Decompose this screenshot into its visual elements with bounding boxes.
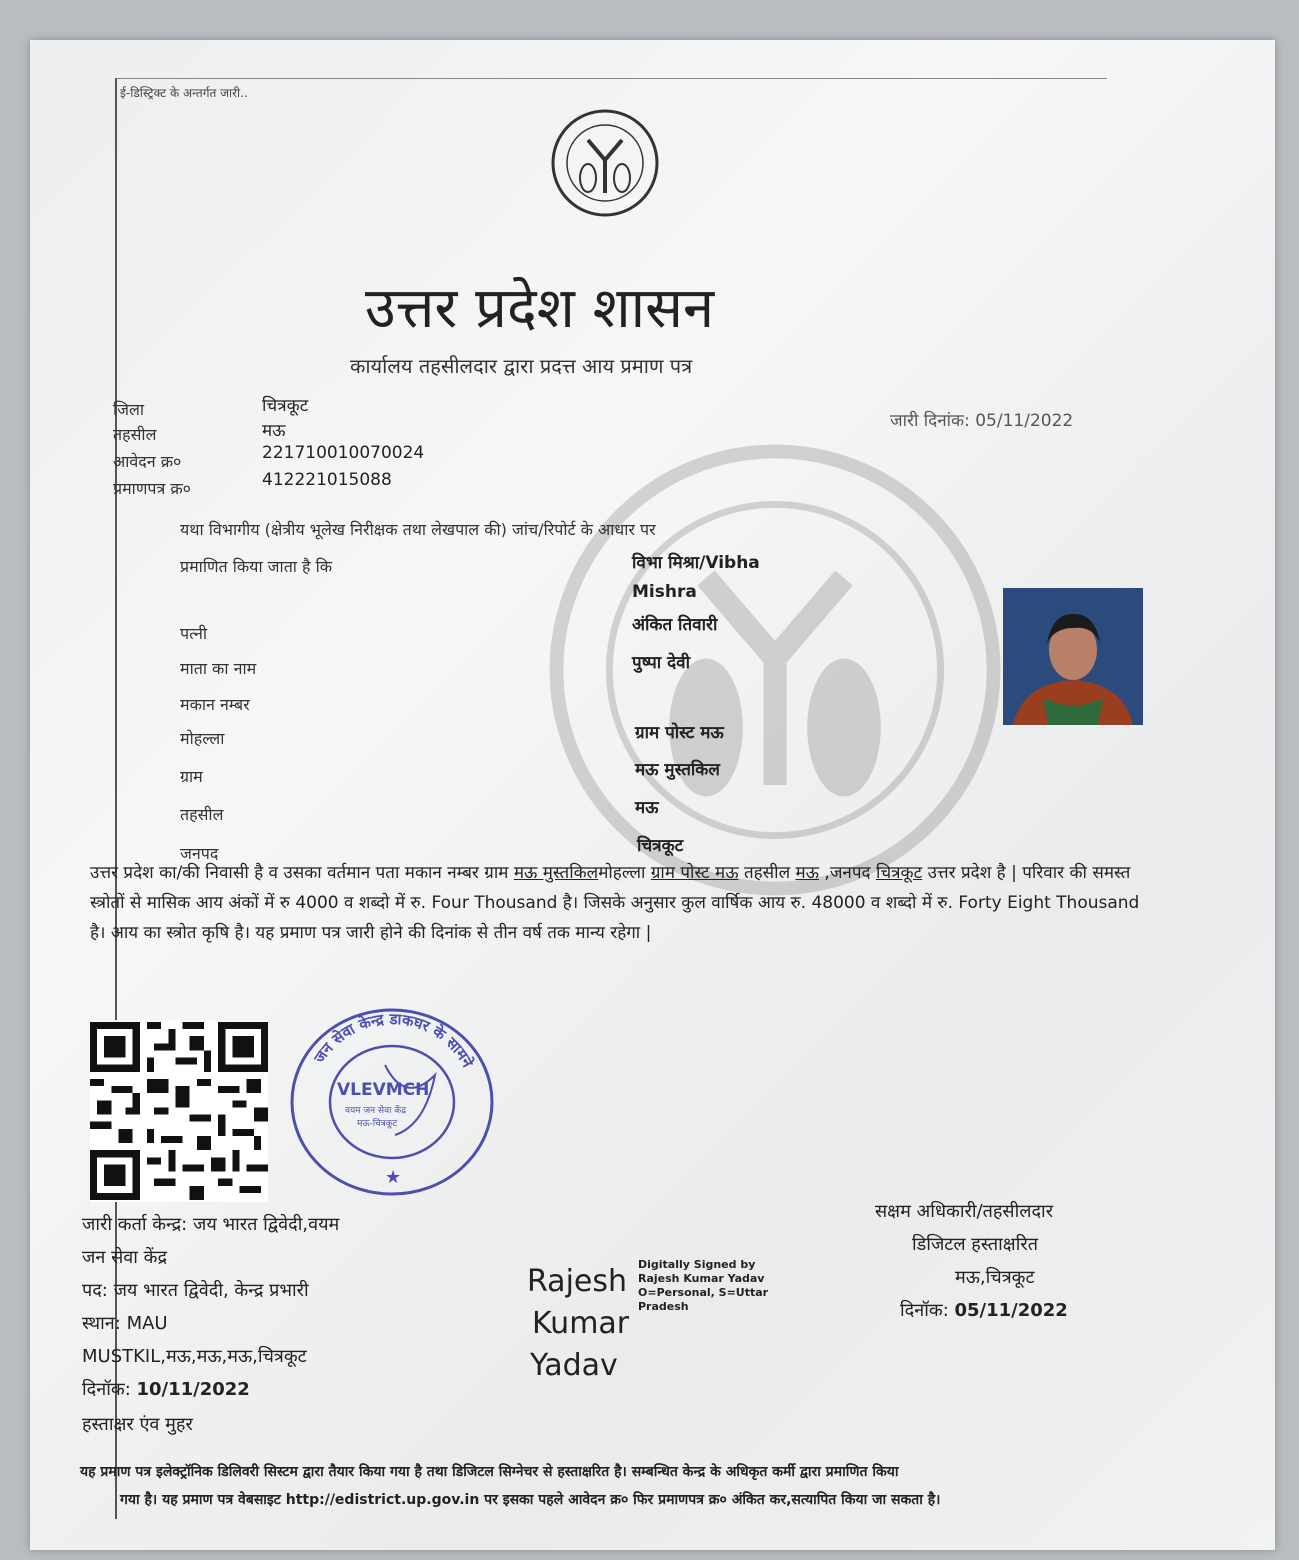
tehsil-2-value: मऊ [635, 798, 659, 818]
stamp-center-text: VLEVMCH [337, 1080, 430, 1100]
issuer-line-4: स्थान: MAU [82, 1313, 168, 1334]
certificate-number: 412221015088 [262, 470, 392, 490]
statement-tehsil: मऊ [795, 863, 820, 883]
issuer-date [82, 1373, 250, 1406]
stamp-ring-text: जन सेवा केन्द्र डाकघर के सामने [310, 1009, 477, 1071]
watermark-emblem-icon [545, 440, 1005, 900]
digital-signature-line-3: O=Personal, S=Uttar [638, 1286, 769, 1299]
document-subtitle: कार्यालय तहसीलदार द्वारा प्रदत्त आय प्रमाण पत्र [350, 354, 693, 378]
house-number-label: मकान नम्बर [180, 695, 250, 714]
digital-signature-block [638, 1258, 768, 1314]
qr-code-icon [90, 1020, 268, 1202]
income-statement [90, 858, 1160, 948]
issuer-line-5: MUSTKIL,मऊ,मऊ,मऊ,चित्रकूट [82, 1346, 307, 1367]
issuer-line-1: जारी कर्ता केन्द्र: जय भारत द्विवेदी,वयम [82, 1214, 340, 1235]
intro-line-2: प्रमाणित किया जाता है कि [180, 557, 333, 576]
tehsil-value: मऊ [262, 421, 286, 441]
footer-note [80, 1458, 1230, 1514]
mother-name-value: पुष्पा देवी [632, 653, 690, 673]
janpad-label: जनपद [180, 844, 219, 863]
issue-date: जारी दिनांक: 05/11/2022 [890, 411, 1074, 431]
village-label: ग्राम [180, 767, 203, 786]
mohalla-label: मोहल्ला [180, 729, 225, 748]
svg-text:★: ★ [385, 1167, 402, 1188]
statement-part-5: उत्तर प्रदेश है | परिवार की समस्त स्त्रोतों से मासिक आय अंकों में रु 4000 व शब्दो में रु. Four Thousand है। जिसके अनुसार कुल वार्षिक आय रु. 48000 व शब्दो में रु. Forty Eight Thousand है। आय का स्त्रोत कृषि है। यह प्रमाण पत्र जारी होने की दिनांक से तीन वर्ष तक मान्य रहेगा | [90, 863, 1140, 943]
janpad-value: चित्रकूट [637, 836, 684, 856]
wife-of-value: अंकित तिवारी [632, 615, 718, 635]
district-label: जिला [113, 400, 145, 419]
signature-name-1: Rajesh [527, 1264, 628, 1299]
official-stamp [285, 1005, 500, 1200]
statement-part-3: तहसील [738, 863, 796, 883]
certificate-label: प्रमाणपत्र क्र० [113, 479, 191, 498]
statement-part-1: उत्तर प्रदेश का/की निवासी है व उसका वर्तमान पता मकान नम्बर ग्राम [90, 863, 514, 883]
issuer-line-3: पद: जय भारत द्विवेदी, केन्द्र प्रभारी [82, 1280, 309, 1301]
document-title: उत्तर प्रदेश शासन [365, 276, 715, 341]
issuer-date-label: दिनॉक: [82, 1379, 137, 1400]
footer-line-2: गया है। यह प्रमाण पत्र वेबसाइट http://edistrict.up.gov.in पर इसका पहले आवेदन क्र० फिर प्रमाणपत्र क्र० अंकित कर,सत्यापित किया जा सकता है। [120, 1492, 941, 1508]
holder-name-line-2: Mishra [632, 582, 697, 602]
stamp-inner-line-1: वयम जन सेवा केंद्र [345, 1106, 406, 1116]
issued-under-text: ई-डिस्ट्रिक्ट के अन्तर्गत जारी.. [120, 86, 248, 100]
statement-janpad: चित्रकूट [875, 863, 923, 883]
issuer-line-2: जन सेवा केंद्र [82, 1247, 168, 1268]
svg-text:जन सेवा केन्द्र डाकघर के सामने [310, 1010, 477, 1071]
application-label: आवेदन क्र० [113, 452, 182, 471]
footer-line-1: यह प्रमाण पत्र इलेक्ट्रॉनिक डिलिवरी सिस्टम द्वारा तैयार किया गया है तथा डिजिटल सिग्नेचर से हस्ताक्षरित है। सम्बन्धित केन्द्र के अधिकृत कर्मी द्वारा प्रमाणित किया [80, 1464, 899, 1480]
up-government-emblem-icon [530, 108, 680, 218]
tehsil-label: तहसील [113, 425, 157, 444]
village-value: मऊ मुस्तकिल [635, 760, 720, 780]
statement-part-4: ,जनपद [819, 863, 876, 883]
authority-date-value: 05/11/2022 [954, 1300, 1068, 1321]
stamp-seal-icon [285, 1005, 500, 1200]
authority-date [900, 1294, 1068, 1327]
statement-part-2: मोहल्ला [598, 863, 651, 883]
tehsil-2-label: तहसील [180, 805, 224, 824]
authority-date-label: दिनॉक: [900, 1300, 955, 1321]
person-portrait-icon [1003, 588, 1143, 725]
authority-line-1: सक्षम अधिकारी/तहसीलदार [875, 1201, 1054, 1222]
authority-line-3: मऊ,चित्रकूट [955, 1267, 1035, 1288]
mother-name-label: माता का नाम [180, 659, 257, 678]
holder-photo [1003, 588, 1143, 725]
application-number: 221710010070024 [262, 443, 425, 463]
issuer-line-7: हस्ताक्षर एंव मुहर [82, 1414, 193, 1435]
statement-mohalla: ग्राम पोस्ट मऊ [650, 863, 739, 883]
digital-signature-line-1: Digitally Signed by [638, 1258, 756, 1271]
issuer-date-value: 10/11/2022 [136, 1379, 250, 1400]
authority-line-2: डिजिटल हस्ताक्षरित [912, 1234, 1038, 1255]
mohalla-value: ग्राम पोस्ट मऊ [635, 723, 724, 743]
signature-name-3: Yadav [530, 1348, 618, 1383]
holder-name-line-1: विभा मिश्रा/Vibha [632, 553, 760, 573]
digital-signature-line-2: Rajesh Kumar Yadav [638, 1272, 765, 1285]
stamp-inner-line-2: मऊ-चित्रकूट [357, 1119, 398, 1129]
digital-signature-line-4: Pradesh [638, 1300, 689, 1313]
district-value: चित्रकूट [262, 396, 309, 416]
wife-of-label: पत्नी [180, 624, 208, 643]
signature-name-2: Kumar [532, 1306, 630, 1341]
statement-village: मऊ मुस्तकिल [513, 863, 599, 883]
intro-line-1: यथा विभागीय (क्षेत्रीय भूलेख निरीक्षक तथा लेखपाल की) जांच/रिपोर्ट के आधार पर [180, 520, 656, 539]
